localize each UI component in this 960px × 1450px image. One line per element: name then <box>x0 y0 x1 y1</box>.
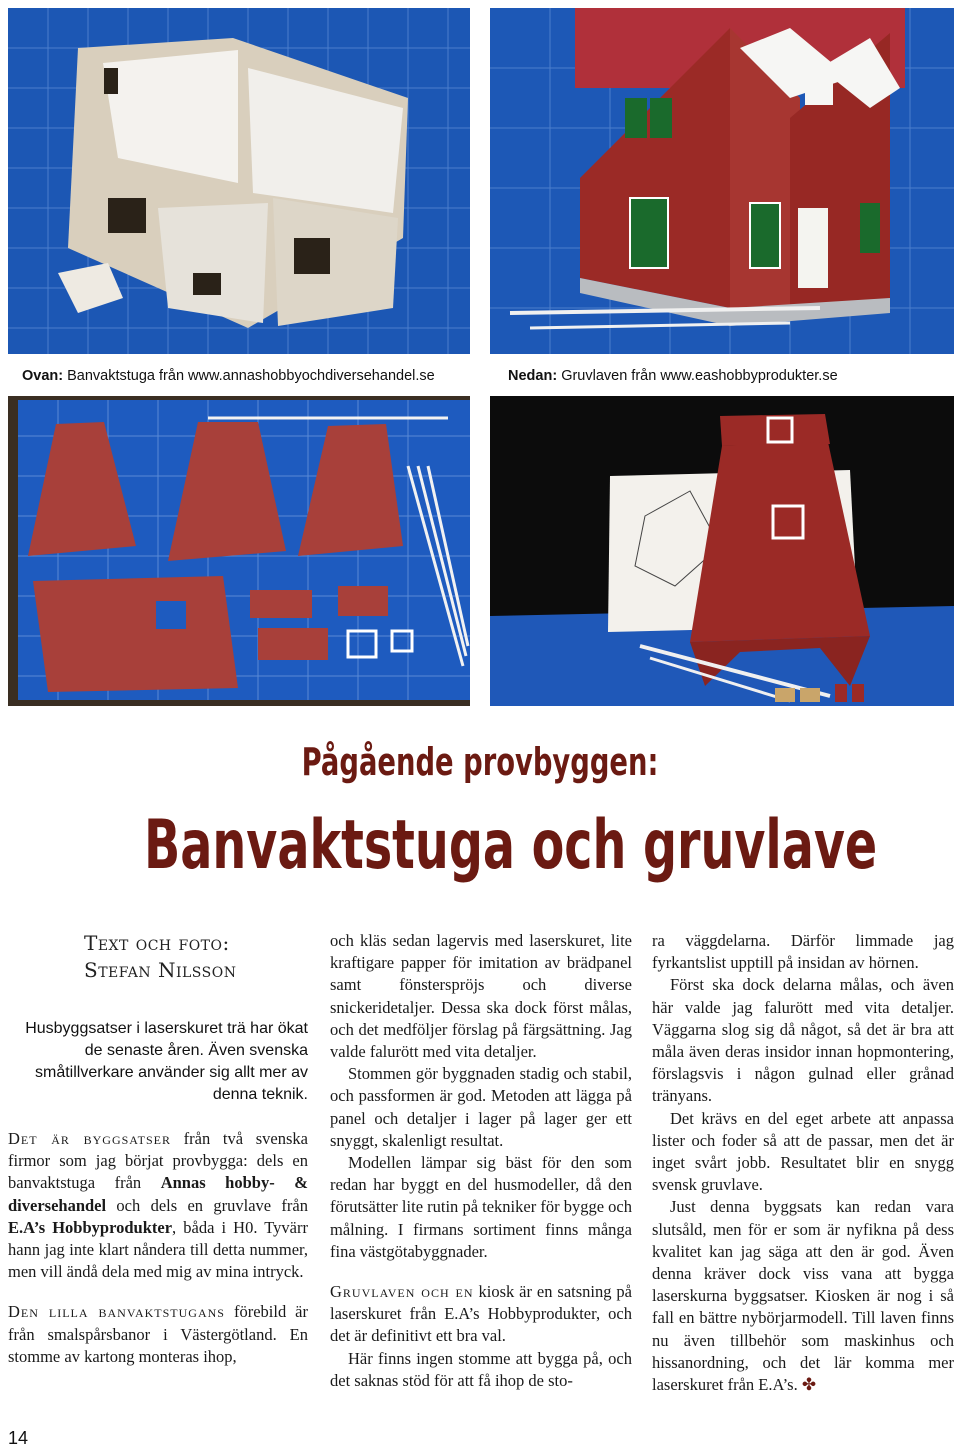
body-column-3 <box>652 930 954 1396</box>
byline-author: Stefan Nilsson <box>84 958 237 982</box>
article-headline: Banvaktstuga och gruvlave <box>144 806 878 885</box>
caption-top-right <box>508 368 838 384</box>
caption-left-text: Banvaktstuga från www.annashobbyochdiversehandel.se <box>67 368 435 384</box>
col2-paragraph-4 <box>330 1281 632 1348</box>
caption-right-text: Gruvlaven från www.eashobbyprodukter.se <box>561 368 838 384</box>
article-ingress: Husbyggsatser i laserskuret trä har ökat de senaste åren. Även svenska småtillverkare använder sig allt mer av denna teknik. <box>25 1020 308 1103</box>
photo-banvaktstuga-painted <box>490 8 954 354</box>
col2-p4-lead: Gruvlaven och en <box>330 1282 474 1302</box>
col1-p1-text-a: från två svenska firmor som jag börjat provbygga: dels en banvaktstuga från <box>8 1129 308 1193</box>
article-kicker: Pågående provbyggen: <box>301 740 659 784</box>
photo-gruvlave-tower <box>490 396 954 706</box>
page-number: 14 <box>8 1428 29 1448</box>
col3-paragraph-4 <box>652 1196 954 1396</box>
caption-top-left <box>22 368 435 384</box>
photo-gruvlave-parts <box>8 396 470 706</box>
col1-p1-text-c: och dels en gruvlave från <box>106 1195 308 1215</box>
col1-paragraph-1 <box>8 1128 308 1283</box>
col1-p2-lead: Den lilla banvaktstugans <box>8 1302 225 1322</box>
caption-left-prefix: Ovan: <box>22 368 64 384</box>
byline <box>84 930 236 984</box>
col2-paragraph-1: och kläs sedan lagervis med laserskuret, lite kraftigare papper för imitation av brädpanel samt fönsterspröjs och diverse snickeridetaljer. Dessa ska dock först målas, och det medföljer förslag på färgsättning. Jag valde falurött med vita detaljer. <box>330 931 632 1062</box>
body-column-2 <box>330 930 632 1392</box>
byline-line1: Text och foto: <box>84 931 230 955</box>
photo-banvaktstuga-unpainted <box>8 8 470 354</box>
col3-paragraph-2: Först ska dock delarna målas, och även här valde jag falurött med vita detaljer. Väggarna slog sig då något, så det är bra att måla även deras insidor innan hopmontering, förslagsvis i någon gulnad eller grånad tränyans. <box>652 975 954 1106</box>
end-mark-icon: ✤ <box>801 1375 817 1396</box>
col1-p1-lead: Det är byggsatser <box>8 1129 171 1148</box>
col1-p1-bold-ea: E.A’s Hobbyprodukter <box>8 1217 173 1237</box>
col1-p1-text-d: , båda i H0. Tyvärr hann jag inte klart nåndera till detta nummer, men vill ändå dela med mig av mina intryck. <box>8 1217 308 1282</box>
col3-paragraph-3: Det krävs en del eget arbete att anpassa lister och foder så att de passar, men det är inget svårt jobb. Resultatet blir en snygg svensk gruvlave. <box>652 1108 954 1195</box>
col2-paragraph-3: Modellen lämpar sig bäst för den som redan har byggt en del husmodeller, då den förutsätter lite rutin på tekniker för bygge och målning. I firmans sortiment finns många fina västgötabyggnader. <box>330 1153 632 1261</box>
col2-paragraph-5: Här finns ingen stomme att bygga på, och det saknas stöd för att få ihop de sto- <box>330 1348 632 1390</box>
col2-paragraph-2: Stommen gör byggnaden stadig och stabil, och passformen är god. Metoden att lägga på panel och detaljer i lager på lager ger ett snyggt, skalenligt resultat. <box>330 1064 632 1150</box>
col3-p4-text: Just denna byggsats kan redan vara slutsåld, men för er som är nyfikna på dess kvalitet kan jag säga att den är god. Även denna kräver dock viss vana att bygga laserskurna byggsatser. Kiosken är nog i så fall en bättre nybörjarmodell. Till laven finns nu även tillbehör som maskinhus och hissanordning, och det lär komma mer laserskuret från E.A’s. <box>652 1197 954 1395</box>
col2-p4-text: kiosk är en satsning på laserskuret från E.A’s Hobbyprodukter, och det är definitivt ett bra val. <box>330 1282 632 1346</box>
col1-p1-bold-annas: Annas hobby- & diversehandel <box>8 1173 308 1215</box>
col1-paragraph-2 <box>8 1301 308 1368</box>
col3-paragraph-1: ra väggdelarna. Därför limmade jag fyrkantslist upptill på insidan av hörnen. <box>652 931 954 973</box>
body-column-1 <box>8 1128 308 1368</box>
caption-right-prefix: Nedan: <box>508 368 558 384</box>
col1-p2-text: förebild är från smalspårsbanor i Västergötland. En stomme av kartong monteras ihop, <box>8 1302 308 1366</box>
